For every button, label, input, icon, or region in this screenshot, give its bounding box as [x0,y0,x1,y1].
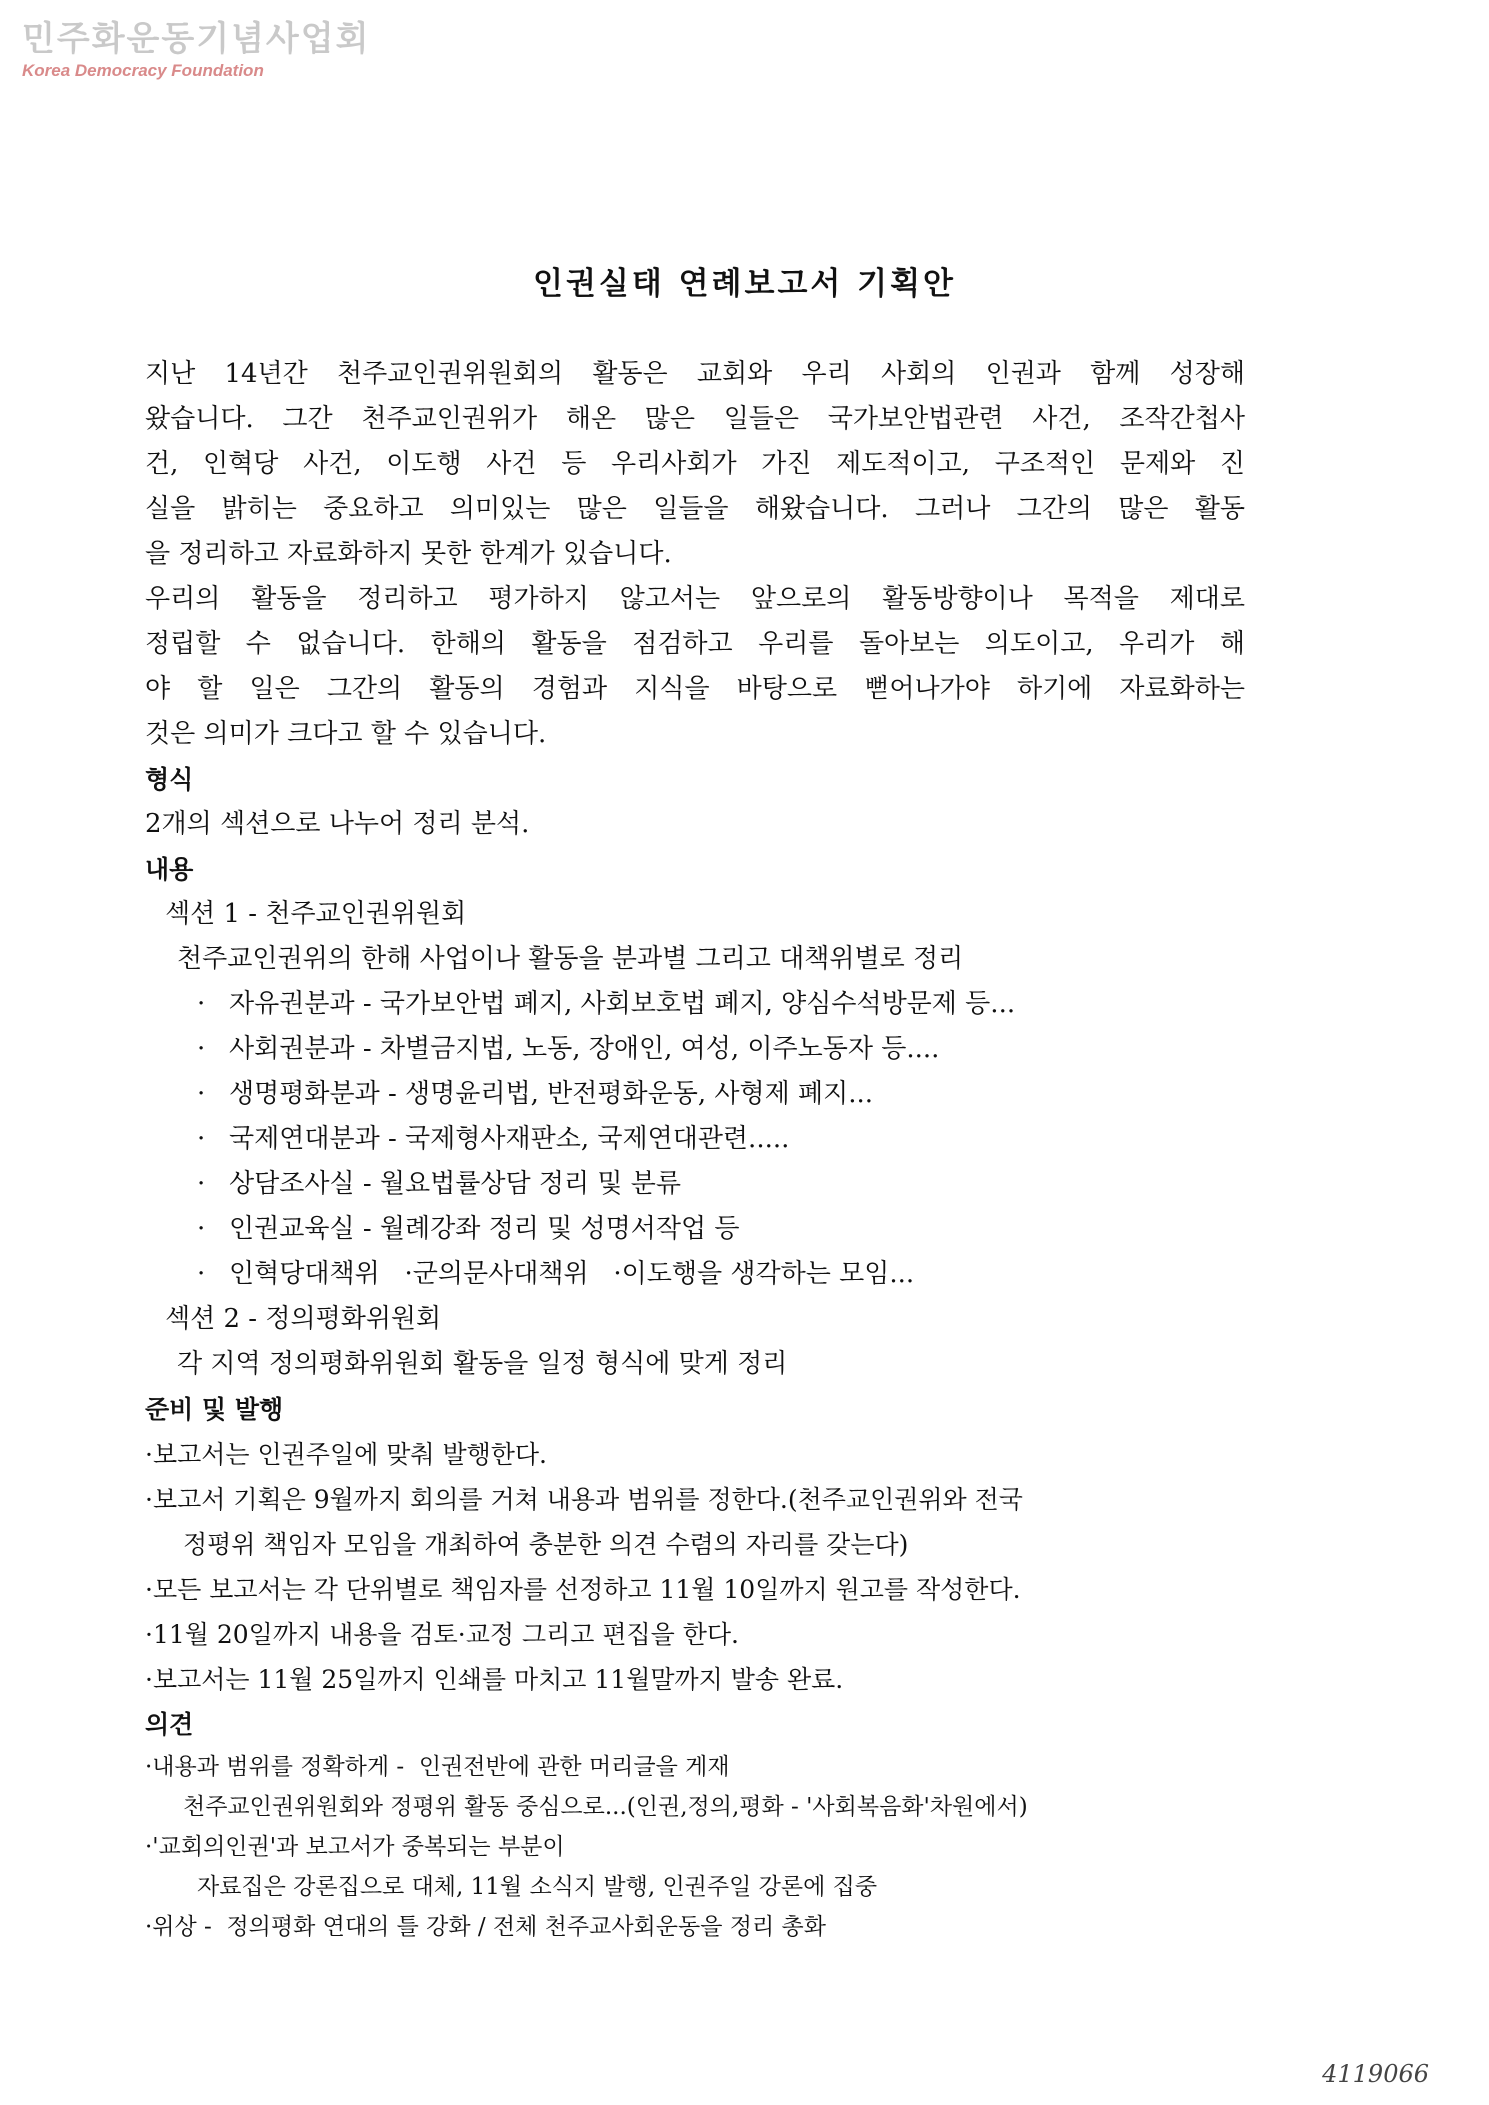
list-item: ·'교회의인권'과 보고서가 중복되는 부분이 [145,1834,565,1860]
list-item-text: 인혁당대책위 ·군의문사대책위 ·이도행을 생각하는 모임... [229,1259,915,1289]
list-item-continuation: 자료집은 강론집으로 대체, 11월 소식지 발행, 인권주일 강론에 집중 [197,1874,878,1900]
document-body [145,352,1245,1947]
watermark-english: Korea Democracy Foundation [22,61,264,80]
list-item-text: 생명평화분과 - 생명윤리법, 반전평화운동, 사형제 폐지... [229,1079,873,1109]
list-item: ·모든 보고서는 각 단위별로 책임자를 선정하고 11월 10일까지 원고를 작성한다. [145,1575,1021,1604]
bullet-dot: · [197,1079,206,1109]
section2-desc: 각 지역 정의평화위원회 활동을 일정 형식에 맞게 정리 [177,1349,788,1379]
list-item-continuation: 천주교인권위원회와 정평위 활동 중심으로...(인권,정의,평화 - '사회복음화'차원에서) [183,1794,1028,1820]
preparation-heading: 준비 및 발행 [145,1395,284,1424]
list-item: ·11월 20일까지 내용을 검토·교정 그리고 편집을 한다. [145,1620,739,1649]
foundation-watermark [22,18,370,82]
list-item-text: 인권교육실 - 월례강좌 정리 및 성명서작업 등 [229,1214,740,1244]
document-title: 인권실태 연례보고서 기획안 [533,266,956,302]
list-item-text: 자유권분과 - 국가보안법 폐지, 사회보호법 폐지, 양심수석방문제 등... [229,989,1016,1019]
bullet-dot: · [197,1214,206,1244]
opinion-heading: 의견 [145,1710,194,1739]
format-text: 2개의 섹션으로 나누어 정리 분석. [145,809,530,839]
section1-title: 섹션 1 - 천주교인권위원회 [165,899,467,929]
intro-line: 을 정리하고 자료화하지 못한 한계가 있습니다. [145,539,672,569]
list-item-continuation: 정평위 책임자 모임을 개최하여 충분한 의견 수렴의 자리를 갖는다) [183,1530,909,1559]
page-number: 4119066 [1322,2060,1429,2088]
list-item [145,1117,1245,1162]
list-item [145,1027,1245,1072]
list-item: ·위상 - 정의평화 연대의 틀 강화 / 전체 천주교사회운동을 정리 총화 [145,1914,826,1940]
preparation-list [145,1432,1245,1702]
bullet-dot: · [197,1034,206,1064]
intro-line: 실을 밝히는 중요하고 의미있는 많은 일들을 해왔습니다. 그러나 그간의 많은 활동 [145,494,1245,524]
intro-line: 왔습니다. 그간 천주교인권위가 해온 많은 일들은 국가보안법관련 사건, 조작간첩사 [145,404,1245,434]
bullet-dot: · [197,1169,206,1199]
list-item-text: 국제연대분과 - 국제형사재판소, 국제연대관련..... [229,1124,790,1154]
list-item: ·내용과 범위를 정확하게 - 인권전반에 관한 머리글을 게재 [145,1754,730,1780]
bullet-dot: · [197,1259,206,1289]
list-item [145,1162,1245,1207]
list-item-text: 상담조사실 - 월요법률상담 정리 및 분류 [229,1169,681,1199]
intro-paragraph [145,352,1245,757]
bullet-dot: · [197,1124,206,1154]
intro-line: 정립할 수 없습니다. 한해의 활동을 점검하고 우리를 돌아보는 의도이고, 우리가 해 [145,629,1245,659]
content-heading: 내용 [145,855,194,884]
list-item [145,1072,1245,1117]
intro-line: 야 할 일은 그간의 활동의 경험과 지식을 바탕으로 뻗어나가야 하기에 자료화하는 [145,674,1245,704]
opinion-list [145,1747,1245,1947]
intro-line: 것은 의미가 크다고 할 수 있습니다. [145,719,547,749]
intro-line: 건, 인혁당 사건, 이도행 사건 등 우리사회가 가진 제도적이고, 구조적인 문제와 진 [145,449,1245,479]
section1-desc: 천주교인권위의 한해 사업이나 활동을 분과별 그리고 대책위별로 정리 [177,944,964,974]
intro-line: 우리의 활동을 정리하고 평가하지 않고서는 앞으로의 활동방향이나 목적을 제대로 [145,584,1245,614]
section2-title: 섹션 2 - 정의평화위원회 [165,1304,442,1334]
watermark-korean: 민주화운동기념사업회 [22,19,371,59]
list-item: ·보고서는 11월 25일까지 인쇄를 마치고 11월말까지 발송 완료. [145,1665,844,1694]
format-heading: 형식 [145,765,194,794]
list-item [145,982,1245,1027]
list-item [145,1252,1245,1297]
list-item-text: 사회권분과 - 차별금지법, 노동, 장애인, 여성, 이주노동자 등.... [229,1034,940,1064]
intro-line: 지난 14년간 천주교인권위원회의 활동은 교회와 우리 사회의 인권과 함께 성장해 [145,359,1245,389]
list-item: ·보고서 기획은 9월까지 회의를 거쳐 내용과 범위를 정한다.(천주교인권위와 전국 [145,1485,1023,1514]
list-item: ·보고서는 인권주일에 맞춰 발행한다. [145,1440,547,1469]
list-item [145,1207,1245,1252]
bullet-dot: · [197,989,206,1019]
